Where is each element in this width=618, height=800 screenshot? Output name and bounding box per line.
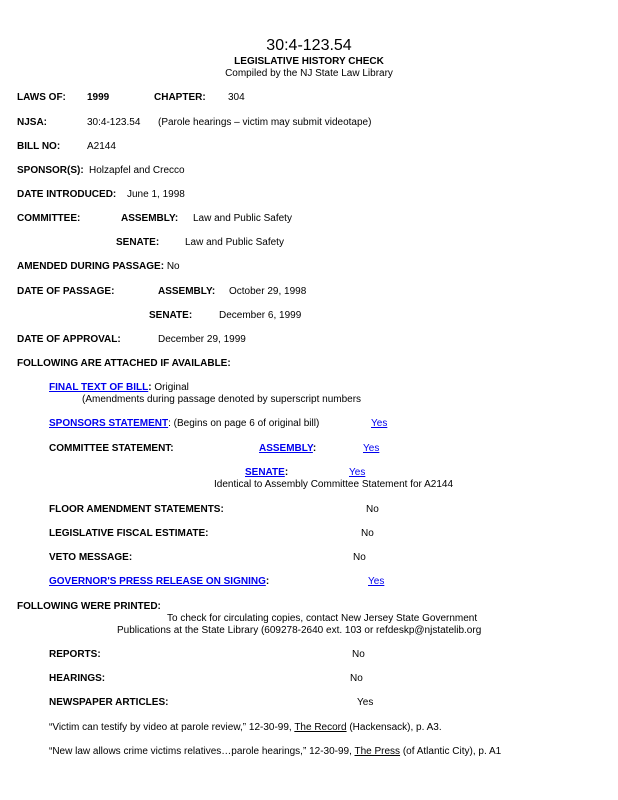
article-1-citation: (Hackensack), p. A3. [346,722,442,733]
hearings-label: HEARINGS: [49,673,106,684]
bill-no-value: A2144 [87,141,116,152]
floor-amendment-label: FLOOR AMENDMENT STATEMENTS: [49,504,224,515]
amended-row [17,261,180,273]
passage-assembly-value: October 29, 1998 [229,286,307,297]
committee-statement-assembly-colon: : [312,443,317,454]
printed-note-line2: Publications at the State Library (609278-2640 ext. 103 or refdeskp@njstatelib.org [117,625,482,636]
governor-release-row [49,576,269,588]
amended-value: No [166,261,180,272]
fiscal-estimate-value: No [361,528,374,539]
committee-assembly-yes-link[interactable]: Yes [363,443,380,454]
final-text-colon: : [148,382,152,393]
committee-senate-value: Law and Public Safety [185,237,284,248]
committee-statement-senate [245,467,288,479]
final-text-note: (Amendments during passage denoted by superscript numbers [82,394,362,405]
floor-amendment-value: No [366,504,379,515]
committee-statement-senate-link[interactable]: SENATE [245,467,285,478]
laws-of-year: 1999 [87,92,110,103]
passage-senate-value: December 6, 1999 [219,310,302,321]
veto-message-label: VETO MESSAGE: [49,552,133,563]
final-text-row [49,382,189,394]
article-1 [49,722,442,734]
approval-value: December 29, 1999 [158,334,246,345]
hearings-value: No [350,673,363,684]
compiled-by: Compiled by the NJ State Law Library [225,68,393,79]
committee-statement-assembly [259,443,316,455]
committee-assembly-label: ASSEMBLY: [121,213,179,224]
sponsors-statement-row [49,418,319,430]
committee-senate-label: SENATE: [116,237,160,248]
njsa-value: 30:4-123.54 [87,117,141,128]
sponsors-label: SPONSOR(S): [17,165,84,176]
sponsors-statement-link[interactable]: SPONSORS STATEMENT [49,418,169,429]
committee-label: COMMITTEE: [17,213,81,224]
newspaper-value: Yes [357,697,374,708]
committee-senate-yes-link[interactable]: Yes [349,467,366,478]
date-introduced-label: DATE INTRODUCED: [17,189,117,200]
governor-release-yes-link[interactable]: Yes [368,576,385,587]
committee-assembly-value: Law and Public Safety [193,213,292,224]
final-text-value: Original [154,382,189,393]
newspaper-label: NEWSPAPER ARTICLES: [49,697,169,708]
passage-senate-label: SENATE: [149,310,193,321]
chapter-label: CHAPTER: [154,92,206,103]
governor-release-link[interactable]: GOVERNOR'S PRESS RELEASE ON SIGNING [49,576,266,587]
governor-release-colon: : [265,576,270,587]
veto-message-value: No [353,552,366,563]
printed-heading: FOLLOWING WERE PRINTED: [17,601,161,612]
passage-label: DATE OF PASSAGE: [17,286,115,297]
njsa-description: (Parole hearings – victim may submit videotape) [158,117,372,128]
printed-note-line1: To check for circulating copies, contact New Jersey State Government [167,613,478,624]
passage-assembly-label: ASSEMBLY: [158,286,216,297]
amended-label: AMENDED DURING PASSAGE: [17,261,165,272]
laws-of-label: LAWS OF: [17,92,66,103]
date-introduced-value: June 1, 1998 [127,189,185,200]
approval-label: DATE OF APPROVAL: [17,334,121,345]
fiscal-estimate-label: LEGISLATIVE FISCAL ESTIMATE: [49,528,209,539]
article-1-paper: The Record [294,722,347,733]
article-1-title: “Victim can testify by video at parole review,” 12-30-99, [49,722,295,733]
committee-statement-senate-colon: : [284,467,289,478]
sponsors-value: Holzapfel and Crecco [89,165,185,176]
reports-label: REPORTS: [49,649,101,660]
committee-senate-note: Identical to Assembly Committee Statement for A2144 [214,479,454,490]
reports-value: No [352,649,365,660]
sponsors-statement-yes-link[interactable]: Yes [371,418,388,429]
chapter-value: 304 [228,92,245,103]
njsa-label: NJSA: [17,117,48,128]
document-subtitle: LEGISLATIVE HISTORY CHECK [234,56,384,67]
sponsors-statement-note: : (Begins on page 6 of original bill) [168,418,320,429]
article-2-title: “New law allows crime victims relatives…parole hearings,” 12-30-99, [49,746,355,757]
committee-statement-assembly-link[interactable]: ASSEMBLY [259,443,313,454]
bill-no-label: BILL NO: [17,141,61,152]
attached-heading: FOLLOWING ARE ATTACHED IF AVAILABLE: [17,358,231,369]
article-2-paper: The Press [354,746,401,757]
final-text-link[interactable]: FINAL TEXT OF BILL [49,382,149,393]
article-2-citation: (of Atlantic City), p. A1 [400,746,502,757]
statute-title: 30:4-123.54 [266,37,352,54]
committee-statement-label: COMMITTEE STATEMENT: [49,443,174,454]
article-2 [49,746,501,758]
